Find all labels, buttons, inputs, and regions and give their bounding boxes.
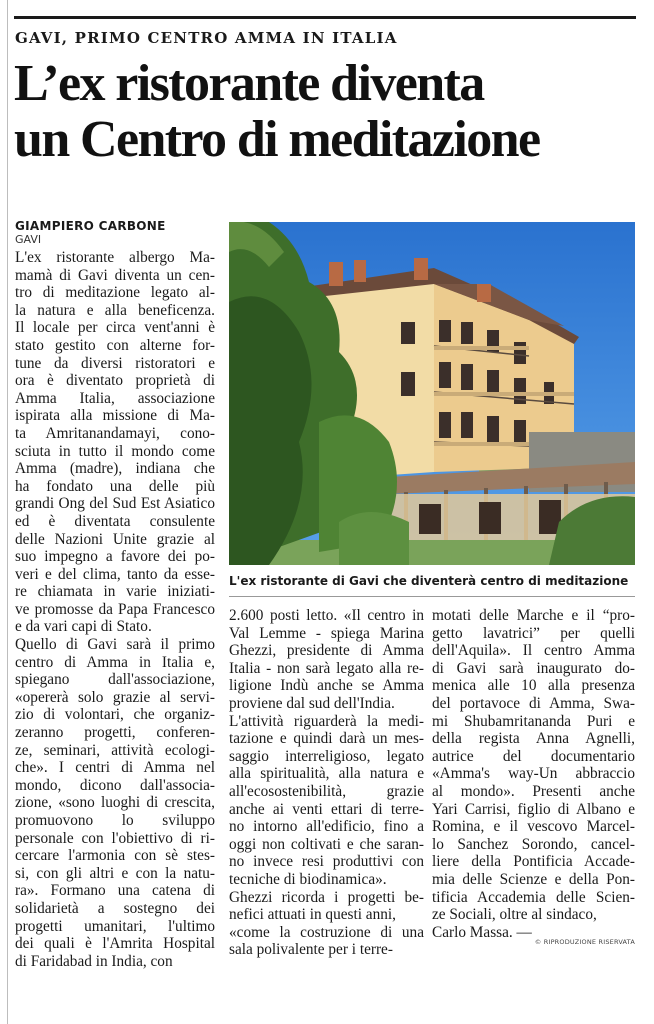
article-line: zeranno progetti, conferen-	[15, 724, 215, 742]
top-rule	[14, 16, 636, 19]
article-line: lo Sanchez Sorondo, cancel-	[432, 835, 635, 853]
article-line: Quello di Gavi sarà il primo	[15, 636, 215, 654]
article-line: cercare l'armonia con sè stes-	[15, 847, 215, 865]
headline-line-1: L’ex ristorante diventa	[14, 55, 484, 112]
article-line: che». I centri di Amma nel	[15, 759, 215, 777]
article-photo	[229, 222, 635, 565]
article-line: ora è diventato proprietà di	[15, 372, 215, 390]
article-line: Yari Carrisi, figlio di Albano e	[432, 800, 635, 818]
article-line: zione, «sono luoghi di crescita,	[15, 794, 215, 812]
article-line: tazione e quindi darà un mes-	[229, 730, 424, 748]
article-line: personale con l'obiettivo di ri-	[15, 829, 215, 847]
article-line: al mondo». Presenti anche	[432, 782, 635, 800]
article-line: proviene dal sud dell'India.	[229, 694, 395, 712]
article-line: alla spiritualità, alla natura e	[229, 765, 424, 783]
article-line: Ghezzi, presidente di Amma	[229, 642, 424, 660]
headline	[14, 56, 638, 168]
article-line: Il locale per circa vent'anni è	[15, 319, 215, 337]
article-line: spiegano dall'associazione,	[15, 671, 215, 689]
caption-rule	[229, 596, 635, 597]
article-line: nefici attuati in questi anni,	[229, 906, 396, 924]
article-column-3	[432, 607, 635, 941]
article-line: Carlo Massa. —	[432, 923, 532, 941]
article-line: mamà di Gavi diventa un cen-	[15, 266, 215, 284]
article-line: L'attività riguarderà la medi-	[229, 712, 424, 730]
article-line: tro di meditazione legato al-	[15, 284, 215, 302]
article-line: sala polivalente per i terre-	[229, 941, 393, 959]
kicker: GAVI, PRIMO CENTRO AMMA IN ITALIA	[15, 29, 398, 47]
article-line: re chiamata in varie iniziati-	[15, 583, 215, 601]
article-line: ligione Indù anche se Amma	[229, 677, 424, 695]
article-line: mi Shubamritananda Puri e	[432, 712, 635, 730]
article-line: della regista Anna Agnelli,	[432, 730, 635, 748]
photo-caption: L'ex ristorante di Gavi che diventerà centro di meditazione	[229, 574, 629, 588]
article-line: ve promosse da Papa Francesco	[15, 600, 215, 618]
article-line: Val Lemme - spiega Marina	[229, 624, 424, 642]
article-line: L'ex ristorante albergo Ma-	[15, 249, 215, 266]
article-line: autrice del documentario	[432, 747, 635, 765]
headline-line-2: un Centro di meditazione	[14, 111, 540, 168]
article-line: si, con gli altri e con la natu-	[15, 864, 215, 882]
article-line: Amma (madre), indiana che	[15, 460, 215, 478]
article-line: Amma Italia, associazione	[15, 389, 215, 407]
article-line: del portavoce di Amma, Swa-	[432, 694, 635, 712]
article-line: veri e del clima, tanto da esse-	[15, 565, 215, 583]
article-line: dell'Aquila». Il centro Amma	[432, 642, 635, 660]
article-line: all'ecosostenibilità, grazie	[229, 782, 424, 800]
article-line: di Gavi sarà inaugurato do-	[432, 659, 635, 677]
article-column-2	[229, 607, 424, 959]
article-line: no invece resi produttivi con	[229, 853, 424, 871]
article-line: la natura e alla beneficenza.	[15, 301, 215, 319]
article-line: ze Sociali, oltre al sindaco,	[432, 906, 597, 924]
article-line: di Faridabad in India, con	[15, 952, 173, 970]
article-line: promuovono lo sviluppo	[15, 812, 215, 829]
article-line: zio di volontari, che organiz-	[15, 706, 215, 724]
article-column-1	[15, 249, 215, 970]
article-line: grandi Ong del Sud Est Asiatico	[15, 495, 215, 513]
article-line: e da vari capi di Stato.	[15, 618, 152, 636]
page-left-rule	[7, 0, 8, 1024]
byline-author: GIAMPIERO CARBONE	[15, 219, 166, 233]
article-line: ta Amritanandamayi, cono-	[15, 424, 215, 442]
article-line: mondo, dicono dall'associa-	[15, 776, 215, 794]
article-line: sciuta in tutto il mondo come	[15, 442, 215, 460]
article-line: progetti umanitari, l'ultimo	[15, 917, 215, 935]
article-line: no intorno all'edificio, fino a	[229, 818, 424, 836]
article-line: centro di Amma in Italia e,	[15, 653, 215, 671]
article-line: saggio interreligioso, legato	[229, 747, 424, 765]
article-line: suo impegno a favore dei po-	[15, 548, 215, 566]
article-line: ha fondato una delle più	[15, 477, 215, 495]
article-line: getto lavatrici” per quelli	[432, 624, 635, 642]
article-line: Ghezzi ricorda i progetti be-	[229, 888, 424, 906]
article-line: mia delle Scienze e della Pon-	[432, 870, 635, 888]
article-line: ze, seminari, attività ecologi-	[15, 741, 215, 759]
article-line: tune da diversi ristoratori e	[15, 354, 215, 372]
article-line: «Amma's way-Un abbraccio	[432, 765, 635, 783]
article-line: ra». Formano una catena di	[15, 882, 215, 900]
article-line: ispirata alla missione di Ma-	[15, 407, 215, 425]
byline-location: GAVI	[15, 233, 42, 246]
article-line: Italia - non sarà legato alla re-	[229, 659, 424, 677]
article-line: liere della Pontificia Accade-	[432, 853, 635, 871]
article-line: delle Nazioni Unite grazie al	[15, 530, 215, 548]
article-line: tificia Accademia delle Scien-	[432, 888, 635, 906]
article-line: oggi non coltivati e che saran-	[229, 835, 424, 853]
article-line: menica alle 10 alla presenza	[432, 677, 635, 695]
article-line: «opererà solo grazie al servi-	[15, 688, 215, 706]
article-line: motati delle Marche e il “pro-	[432, 607, 635, 624]
article-line: stato gestito con alterne for-	[15, 336, 215, 354]
article-line: «come la costruzione di una	[229, 923, 424, 941]
article-line: solidarietà a sostegno dei	[15, 899, 215, 917]
copyright-notice: © RIPRODUZIONE RISERVATA	[534, 938, 635, 946]
article-line: tecniche di biodinamica».	[229, 870, 387, 888]
article-line: ed è diventata consulente	[15, 512, 215, 530]
article-line: Romina, e il vescovo Marcel-	[432, 818, 635, 836]
article-line: anche ai venti ettari di terre-	[229, 800, 424, 818]
article-line: dei quali è l'Amrita Hospital	[15, 935, 215, 953]
article-line: 2.600 posti letto. «Il centro in	[229, 607, 424, 624]
